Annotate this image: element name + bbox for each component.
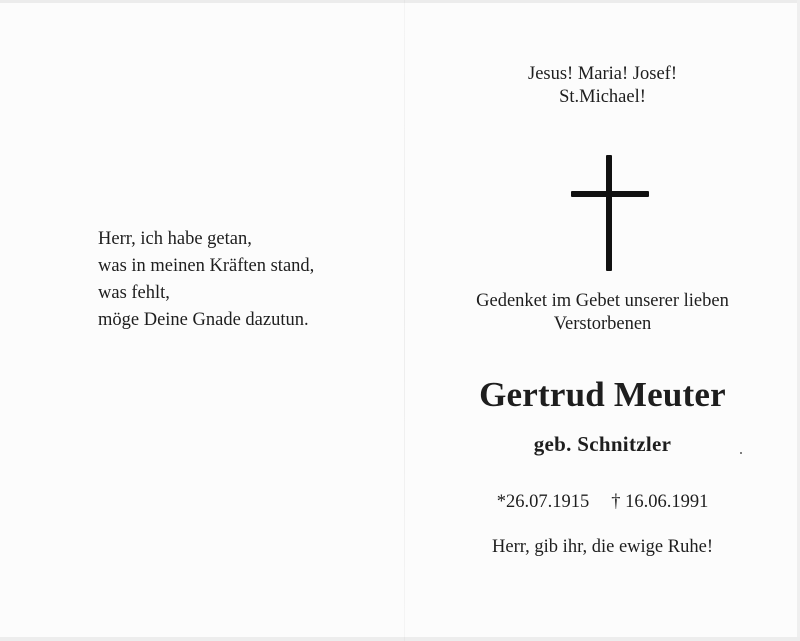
death-date: † 16.06.1991: [611, 492, 709, 512]
verse-line: was fehlt,: [98, 283, 170, 303]
deceased-name: Gertrud Meuter: [479, 375, 726, 414]
right-page: [405, 0, 800, 641]
left-verse: [98, 226, 388, 334]
cross-icon: [571, 155, 649, 271]
verse-line: Herr, ich habe getan,: [98, 229, 252, 249]
invocation: [405, 63, 800, 109]
closing-prayer: Herr, gib ihr, die ewige Ruhe!: [492, 537, 713, 557]
remembrance-line: Verstorbenen: [553, 314, 652, 334]
birth-date: *26.07.1915: [496, 492, 590, 512]
verse-line: möge Deine Gnade dazutun.: [98, 310, 309, 330]
life-dates: [405, 492, 800, 513]
print-speck: [740, 452, 742, 454]
verse-line: was in meinen Kräften stand,: [98, 256, 315, 276]
cross-icon-vertical-bar: [606, 155, 612, 271]
remembrance-text: [405, 290, 800, 336]
maiden-name: geb. Schnitzler: [533, 432, 672, 456]
cross-icon-horizontal-bar: [571, 191, 649, 197]
invocation-line: St.Michael!: [559, 87, 646, 107]
remembrance-line: Gedenket im Gebet unserer lieben: [476, 291, 729, 311]
invocation-line: Jesus! Maria! Josef!: [528, 64, 677, 84]
